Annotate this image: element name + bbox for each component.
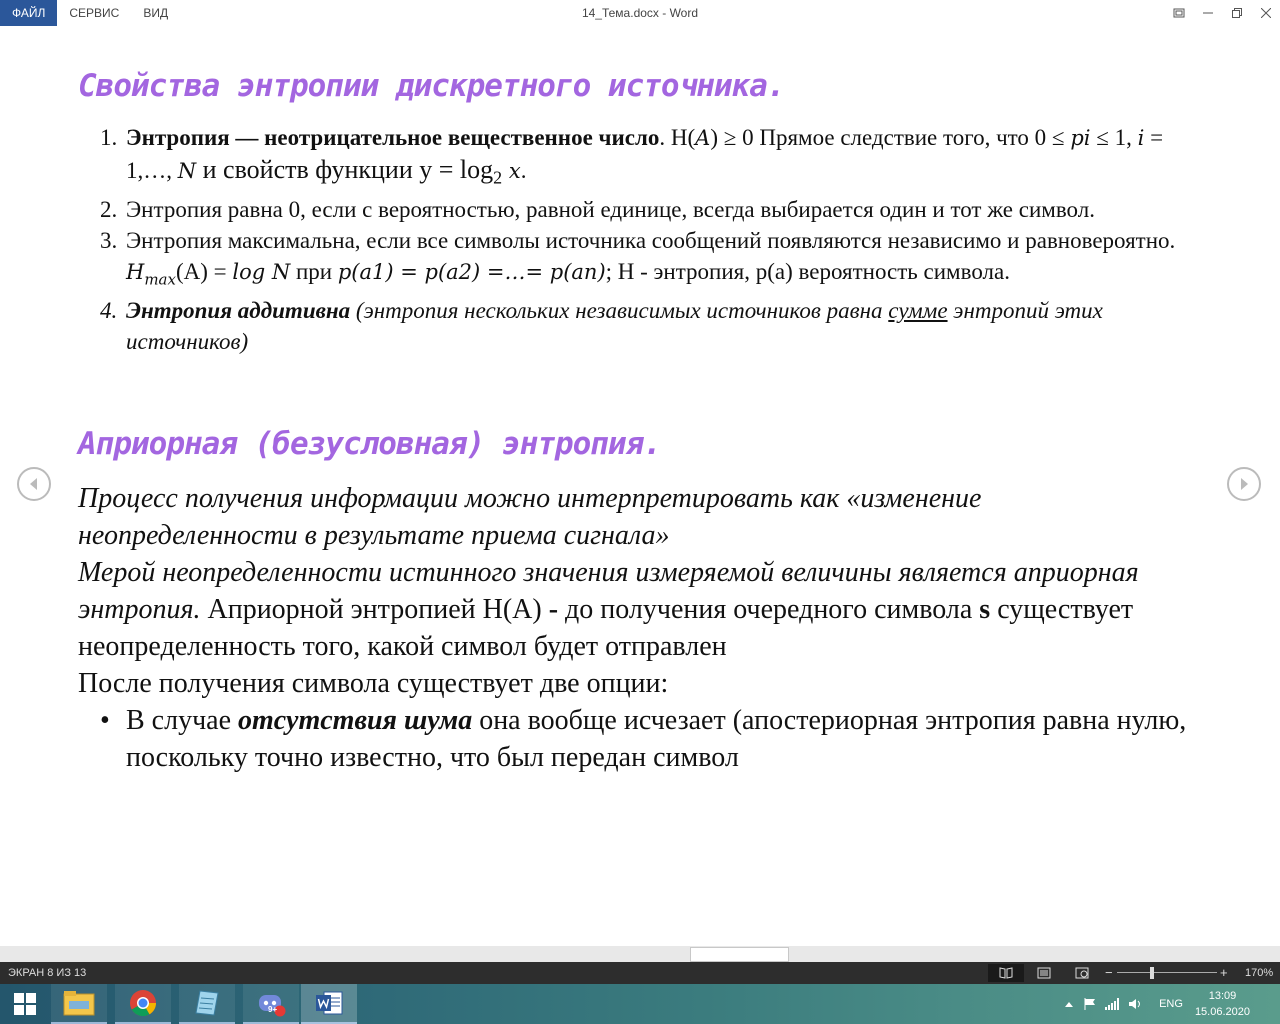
bold-italic-text: отсутствия шума <box>238 705 473 736</box>
document-title: 14_Тема.docx - Word <box>581 6 699 20</box>
input-language[interactable]: ENG <box>1159 998 1183 1010</box>
horizontal-scrollbar[interactable] <box>0 946 1280 962</box>
text-span: . Н( <box>659 125 696 150</box>
taskbar-chrome[interactable] <box>115 984 171 1024</box>
text-span: и свойств функции у = log <box>196 155 494 184</box>
close-icon <box>1261 8 1271 18</box>
read-mode-button[interactable] <box>988 964 1024 982</box>
chevron-up-icon <box>1065 1001 1073 1007</box>
clock-date: 15.06.2020 <box>1194 1006 1250 1018</box>
list-item-text: Энтропия равна 0, если с вероятностью, равной единице, всегда выбирается один и тот же символ. <box>126 196 1095 222</box>
word-icon <box>314 989 344 1017</box>
minimize-icon <box>1203 8 1213 18</box>
math-var: pi <box>1070 126 1091 150</box>
action-center-flag[interactable] <box>1082 984 1098 1024</box>
zoom-slider-thumb[interactable] <box>1150 967 1154 979</box>
window-controls <box>1164 0 1280 26</box>
zoom-level[interactable]: 170% <box>1245 967 1274 979</box>
text-span: ≤ 1, <box>1090 125 1138 150</box>
web-layout-icon <box>1075 967 1089 979</box>
list-number: 3. <box>100 227 118 253</box>
restore-button[interactable] <box>1222 0 1251 26</box>
title-bar <box>0 0 1280 26</box>
signal-icon <box>1105 998 1119 1010</box>
network-status[interactable] <box>1104 984 1120 1024</box>
volume-control[interactable] <box>1128 984 1144 1024</box>
section-heading-2: Априорная (безусловная) энтропия. <box>78 426 661 462</box>
menu-file[interactable]: ФАЙЛ <box>0 0 57 26</box>
bullet-item <box>78 702 1198 776</box>
text-span: . <box>520 158 527 183</box>
math-var: N <box>177 159 197 183</box>
list-item-text: Энтропия максимальна, если все символы источника сообщений появляются независимо и равновероятно. <box>126 227 1176 253</box>
taskbar-word[interactable] <box>301 984 357 1024</box>
text-span: энтропий этих источников) <box>126 298 1103 355</box>
text-span: (энтропия нескольких независимых источников равна <box>350 298 889 324</box>
minimize-button[interactable] <box>1193 0 1222 26</box>
list-item-bold: Энтропия — неотрицательное вещественное число <box>126 125 660 150</box>
chevron-right-icon <box>1238 477 1250 491</box>
web-layout-button[interactable] <box>1064 964 1100 982</box>
list-item <box>100 194 1200 225</box>
bold-text: - <box>548 594 559 625</box>
bold-text: s <box>979 594 991 625</box>
fullscreen-icon <box>1173 8 1185 18</box>
text-span: ) ≥ 0 Прямое следствие того, что 0 ≤ <box>710 125 1071 150</box>
document-page <box>0 26 1280 946</box>
windows-logo-icon <box>14 993 36 1015</box>
list-number: 1. <box>100 125 118 150</box>
zoom-in-button[interactable]: + <box>1220 965 1228 980</box>
notification-badge: 9+ <box>268 1005 278 1014</box>
zoom-slider[interactable] <box>1117 972 1217 973</box>
taskbar-clock[interactable] <box>1195 988 1250 1020</box>
notepad-icon <box>194 989 220 1017</box>
start-button[interactable] <box>0 984 50 1024</box>
text-span: до получения очередного символа <box>558 594 980 625</box>
text-span: (А) = <box>175 258 233 284</box>
text-span: при <box>290 258 338 284</box>
menu-service[interactable]: СЕРВИС <box>69 6 120 20</box>
chrome-icon <box>129 989 157 1017</box>
text-span: = 1,…, <box>126 125 1164 183</box>
list-number: 2. <box>100 196 118 222</box>
restore-icon <box>1232 8 1242 18</box>
folder-icon <box>63 989 95 1017</box>
subscript: 2 <box>493 167 503 188</box>
book-icon <box>999 967 1013 979</box>
math-var: p(a1) = p(a2) =…= p(an) <box>337 259 606 284</box>
underlined-word: сумме <box>888 298 948 324</box>
text-span: В случае <box>126 705 239 736</box>
text-span: Априорной энтропией Н(А) <box>200 594 549 625</box>
text-span: существует неопределенность того, какой символ будет отправлен <box>78 594 1134 662</box>
formula-h: H <box>126 259 145 284</box>
properties-list <box>100 122 1200 357</box>
next-screen-button[interactable] <box>1227 467 1261 501</box>
fullscreen-button[interactable] <box>1164 0 1193 26</box>
italic-text: Процесс получения информации можно интерпретировать как «изменение неопределенности в результате приема сигнала» <box>78 483 982 551</box>
list-item <box>100 122 1200 194</box>
flag-icon <box>1084 998 1096 1010</box>
italic-text: Мерой неопределенности истинного значения измеряемой величины является априорная энтропия. <box>78 557 1139 625</box>
math-var: log N <box>232 259 291 284</box>
menu-view[interactable]: ВИД <box>143 6 169 20</box>
bullet-dot: • <box>100 705 110 736</box>
text-span: ; H - энтропия, p(a) вероятность символа. <box>605 258 1010 284</box>
print-layout-button[interactable] <box>1026 964 1062 982</box>
taskbar-file-explorer[interactable] <box>51 984 107 1024</box>
status-bar <box>0 962 1280 984</box>
paragraph: После получения символа существует две опции: <box>78 668 669 699</box>
math-var: A <box>695 126 711 150</box>
zoom-out-button[interactable]: − <box>1105 965 1113 980</box>
chevron-left-icon <box>28 477 40 491</box>
list-item <box>100 295 1200 357</box>
menu-bar <box>0 0 180 26</box>
page-layout-icon <box>1037 967 1051 979</box>
scrollbar-thumb[interactable] <box>690 947 789 962</box>
windows-taskbar <box>0 984 1280 1024</box>
clock-time: 13:09 <box>1208 990 1237 1002</box>
list-item-bold: Энтропия аддитивна <box>126 298 351 324</box>
list-number: 4. <box>100 298 118 324</box>
paragraph <box>78 480 1198 554</box>
math-var: i <box>1137 126 1145 150</box>
body-text <box>78 480 1198 776</box>
formula-subscript: max <box>144 270 176 289</box>
text-span: она вообще исчезает (апостериорная энтропия равна нулю, поскольку точно известно, что был передан символ <box>126 705 1187 773</box>
show-hidden-icons-button[interactable] <box>1062 984 1076 1024</box>
speaker-icon <box>1129 998 1143 1010</box>
previous-screen-button[interactable] <box>17 467 51 501</box>
section-heading-1: Свойства энтропии дискретного источника. <box>78 68 785 104</box>
system-tray <box>1050 984 1280 1024</box>
taskbar-notepad[interactable] <box>179 984 235 1024</box>
paragraph <box>78 554 1198 665</box>
taskbar-discord[interactable] <box>243 984 299 1024</box>
close-button[interactable] <box>1251 0 1280 26</box>
list-item <box>100 225 1200 296</box>
math-var: x <box>502 159 521 183</box>
screen-counter: ЭКРАН 8 ИЗ 13 <box>8 967 87 979</box>
